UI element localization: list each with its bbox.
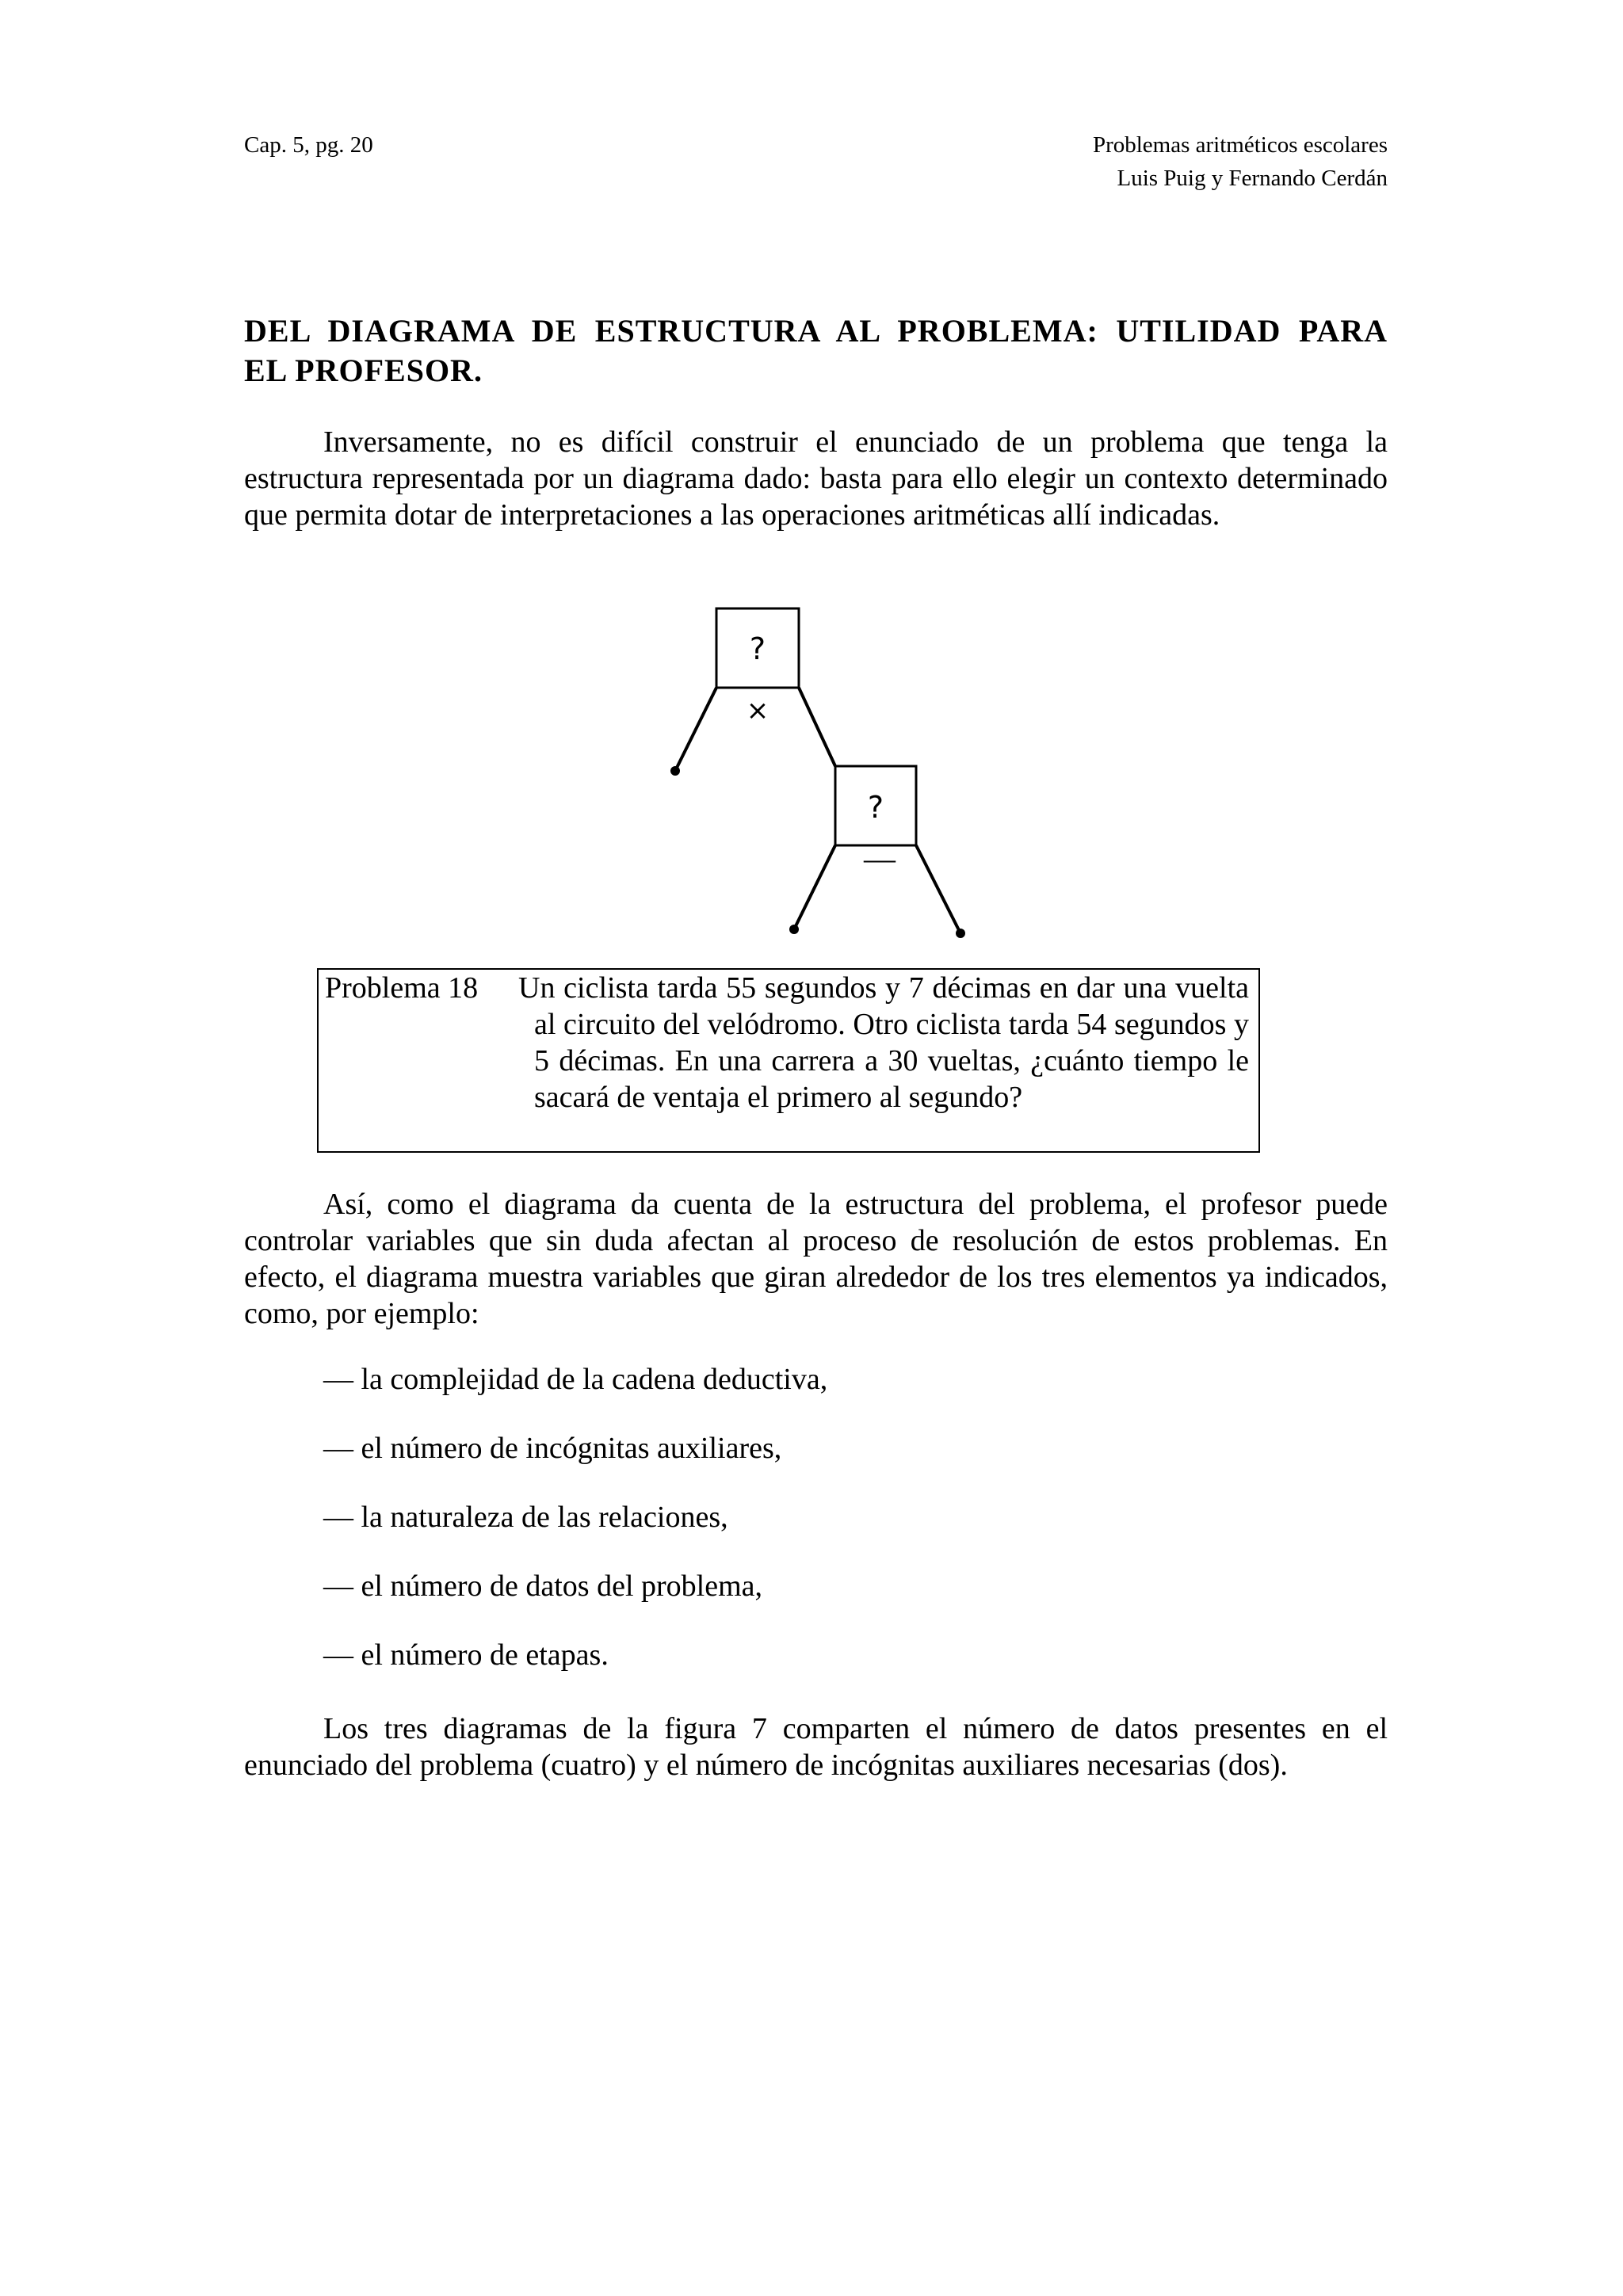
section-title-line-2: EL PROFESOR. <box>244 353 483 388</box>
section-title <box>244 311 1388 391</box>
running-header-left: Cap. 5, pg. 20 <box>244 132 373 158</box>
top-unknown-label: ? <box>749 631 766 666</box>
list-item: — la complejidad de la cadena deductiva, <box>323 1363 828 1396</box>
variables-list <box>323 1361 827 1706</box>
multiply-operation: × <box>746 695 769 727</box>
list-item: — el número de datos del problema, <box>323 1569 763 1603</box>
section-title-line-1: DEL DIAGRAMA DE ESTRUCTURA AL PROBLEMA: UTILIDAD PARA <box>244 313 1388 349</box>
data-node <box>956 929 965 938</box>
closing-paragraph: Los tres diagramas de la figura 7 comparten el número de datos presentes en el enunciado del problema (cuatro) y el número de incógnitas auxiliares necesarias (dos). <box>244 1712 1388 1782</box>
list-item: — la naturaleza de las relaciones, <box>323 1501 728 1534</box>
top-left-branch <box>675 688 716 771</box>
top-right-branch <box>799 688 835 766</box>
problem-box <box>317 968 1260 1153</box>
list-item: — el número de incógnitas auxiliares, <box>323 1432 782 1465</box>
data-node <box>670 766 680 776</box>
intro-paragraph: Inversamente, no es difícil construir el enunciado de un problema que tenga la estructura representada por un diagrama dado: basta para ello elegir un contexto determinado que permita dotar de interpretaciones a las operaciones aritméticas allí indicadas. <box>244 425 1388 532</box>
running-header-right <box>1093 128 1388 195</box>
problem-statement: Un ciclista tarda 55 segundos y 7 décimas en dar una vuelta al circuito del velódromo. Otro ciclista tarda 54 segundos y 5 décimas. En una carrera a 30 vueltas, ¿cuánto tiempo le sacará de ventaja el primero al segundo? <box>518 971 1249 1114</box>
bottom-left-branch <box>794 845 835 929</box>
subtract-operation: — <box>864 841 896 876</box>
bottom-unknown-label: ? <box>867 790 884 825</box>
structure-diagram <box>650 602 983 943</box>
bottom-right-branch <box>916 845 960 933</box>
list-item: — el número de etapas. <box>323 1638 609 1672</box>
problem-label: Problema 18 <box>325 971 479 1005</box>
authors: Luis Puig y Fernando Cerdán <box>1117 166 1388 191</box>
data-node <box>789 925 799 934</box>
book-title: Problemas aritméticos escolares <box>1092 132 1388 158</box>
controls-paragraph: Así, como el diagrama da cuenta de la estructura del problema, el profesor puede controlar variables que sin duda afectan al proceso de resolución de estos problemas. En efecto, el diagrama muestra variables que giran alrededor de los tres elementos ya indicados, como, por ejemplo: <box>244 1188 1388 1330</box>
